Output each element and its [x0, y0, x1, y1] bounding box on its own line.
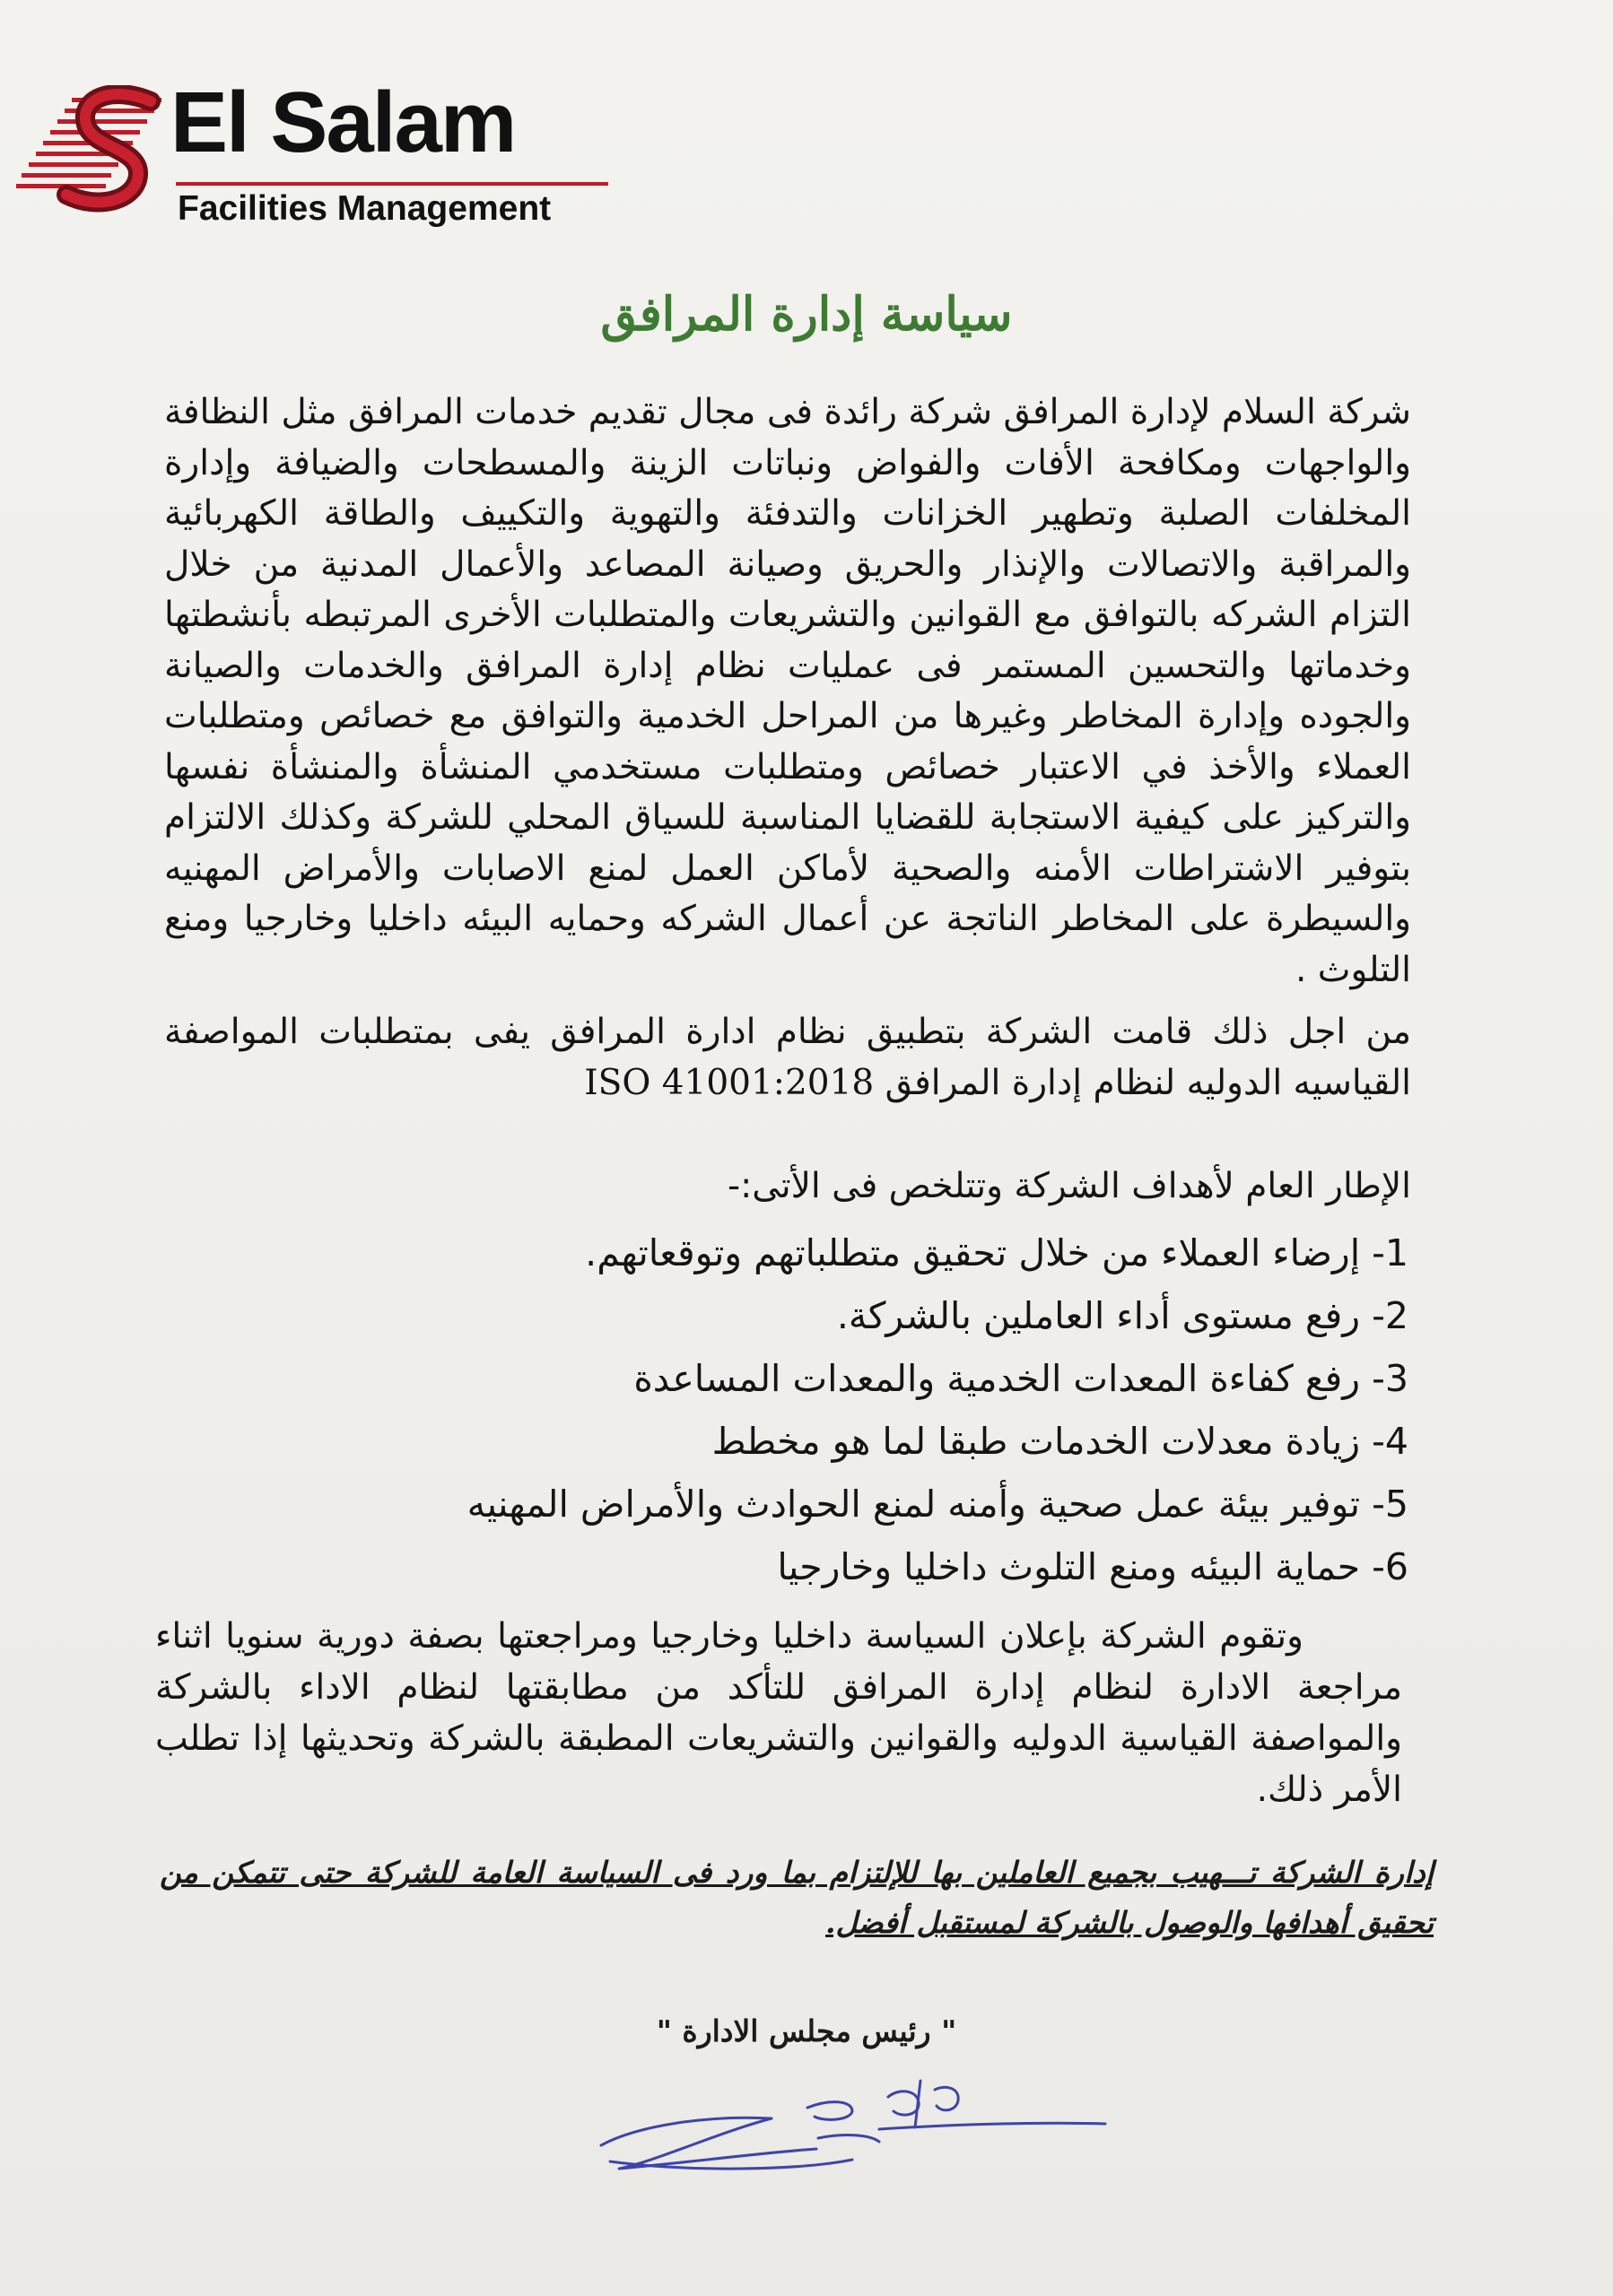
standard-text: من اجل ذلك قامت الشركة بتطبيق نظام ادارة المرافق يفى بمتطلبات المواصفة القياسيه الدوليه لنظام إدارة المرافق	[164, 1012, 1411, 1103]
logo-name: El Salam	[170, 74, 516, 170]
objective-item: 1- إرضاء العملاء من خلال تحقيق متطلباتهم وتوقعاتهم.	[585, 1231, 1408, 1274]
objective-item: 3- رفع كفاءة المعدات الخدمية والمعدات المساعدة	[633, 1357, 1408, 1400]
review-paragraph	[155, 1611, 1402, 1815]
logo-mark-icon	[16, 85, 196, 229]
objective-item: 5- توفير بيئة عمل صحية وأمنه لمنع الحوادث والأمراض المهنيه	[466, 1483, 1408, 1526]
objectives-list	[153, 1222, 1408, 1598]
logo-divider	[176, 182, 608, 186]
appeal-text: إدارة الشركة تـــهيب بجميع العاملين بها للإلتزام بما ورد فى السياسة العامة للشركة حتى تتمكن من تحقيق أهدافها والوصول بالشركة لمستقبل أفضل.	[160, 1855, 1434, 1940]
standard-code: ISO 41001:2018	[584, 1063, 875, 1103]
objective-item: 6- حماية البيئه ومنع التلوث داخليا وخارجيا	[777, 1545, 1408, 1588]
company-logo	[16, 74, 608, 229]
objective-item: 2- رفع مستوى أداء العاملين بالشركة.	[836, 1294, 1408, 1337]
page-title: سياسة إدارة المرافق	[600, 287, 1013, 342]
intro-paragraph: شركة السلام لإدارة المرافق شركة رائدة فى مجال تقديم خدمات المرافق مثل النظافة والواجهات ومكافحة الأفات والفواض ونباتات الزينة والمسطحات والضيافة وإدارة المخلفات الصلبة وتطهير الخزانات والتدفئة والتهوية والتكييف والطاقة الكهربائية والمراقبة والاتصالات والإنذار والحريق وصيانة المصاعد والأعمال المدنية من خلال التزام الشركه بالتوافق مع القوانين والتشريعات والمتطلبات الأخرى المرتبطه بأنشطتها وخدماتها والتحسين المستمر فى عمليات نظام إدارة المرافق والخدمات والصيانة والجوده وإدارة المخاطر وغيرها من المراحل الخدمية والتوافق مع خصائص ومتطلبات العملاء والأخذ في الاعتبار خصائص ومتطلبات مستخدمي المنشأة والمنشأة نفسها والتركيز على كيفية الاستجابة للقضايا المناسبة للسياق المحلي للشركة وكذلك الالتزام بتوفير الاشتراطات الأمنه والصحية لأماكن العمل لمنع الاصابات والأمراض المهنيه والسيطرة على المخاطر الناتجة عن أعمال الشركه وحمايه البيئه داخليا وخارجيا ومنع التلوث .	[164, 392, 1411, 990]
logo-subtitle: Facilities Management	[178, 189, 552, 228]
review-text: وتقوم الشركة بإعلان السياسة داخليا وخارجيا ومراجعتها بصفة دورية سنويا اثناء مراجعة الادارة لنظام إدارة المرافق للتأكد من مطابقتها لنظام الاداء بالشركة والمواصفة القياسية الدوليه والقوانين والتشريعات المطبقة بالشركة وتحديثها إذا تطلب الأمر ذلك.	[155, 1616, 1402, 1810]
signature-icon	[583, 2063, 1121, 2197]
standard-paragraph	[164, 1006, 1411, 1109]
objective-item: 4- زيادة معدلات الخدمات طبقا لما هو مخطط	[711, 1420, 1408, 1463]
framework-title: الإطار العام لأهداف الشركة وتتلخص فى الأتى:-	[728, 1166, 1411, 1206]
chairman-label: " رئيس مجلس الادارة "	[656, 2013, 957, 2048]
